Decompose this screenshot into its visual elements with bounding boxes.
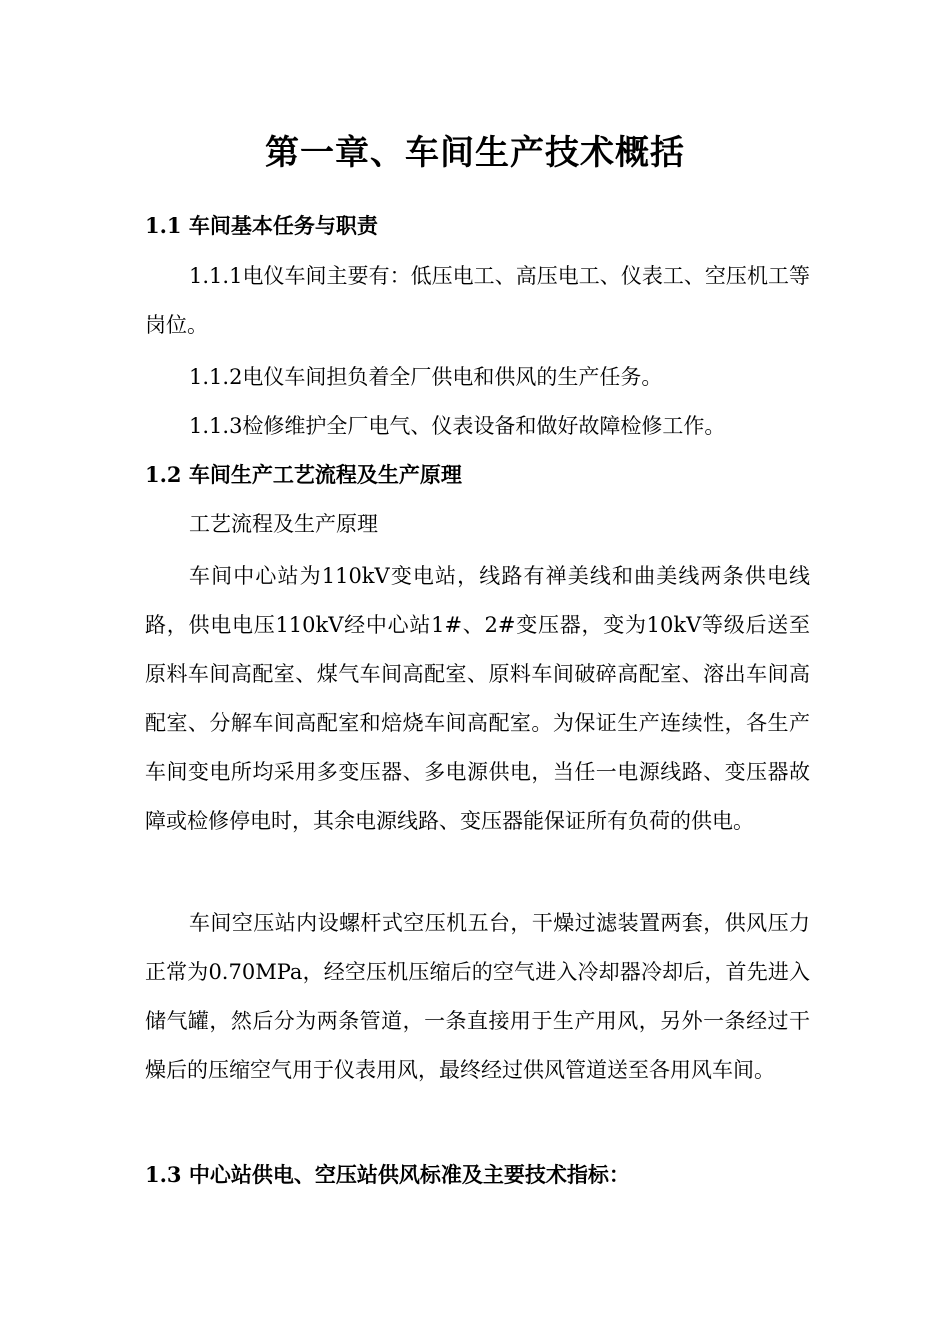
section-subtitle: 工艺流程及生产原理 (189, 512, 378, 536)
chapter-title: 第一章、车间生产技术概括 (265, 133, 685, 173)
item-1-1-3: 1.1.3检修维护全厂电气、仪表设备和做好故障检修工作。 (189, 414, 726, 438)
paragraph-air-supply: 车间空压站内设螺杆式空压机五台，干燥过滤装置两套，供风压力正常为0.70MPa，经空压机压缩后的空气进入冷却器冷却后，首先进入储气罐，然后分为两条管道，一条直接用于生产用风，另外一条经过干燥后的压缩空气用于仪表用风，最终经过供风管道送至各用风车间。 (145, 911, 810, 1082)
section-heading-1-2: 1.2 车间生产工艺流程及生产原理 (145, 462, 462, 487)
paragraph-power-supply: 车间中心站为110kV变电站，线路有禅美线和曲美线两条供电线路，供电电压110kV经中心站1#、2#变压器，变为10kV等级后送至原料车间高配室、煤气车间高配室、原料车间破碎高配室、溶出车间高配室、分解车间高配室和焙烧车间高配室。为保证生产连续性，各生产车间变电所均采用多变压器、多电源供电，当任一电源线路、变压器故障或检修停电时，其余电源线路、变压器能保证所有负荷的供电。 (145, 564, 810, 833)
item-1-1-1: 1.1.1电仪车间主要有：低压电工、高压电工、仪表工、空压机工等岗位。 (145, 264, 810, 337)
section-heading-1-3: 1.3 中心站供电、空压站供风标准及主要技术指标： (145, 1162, 630, 1187)
item-1-1-2: 1.1.2电仪车间担负着全厂供电和供风的生产任务。 (189, 365, 663, 389)
section-heading-1-1: 1.1 车间基本任务与职责 (145, 213, 378, 238)
